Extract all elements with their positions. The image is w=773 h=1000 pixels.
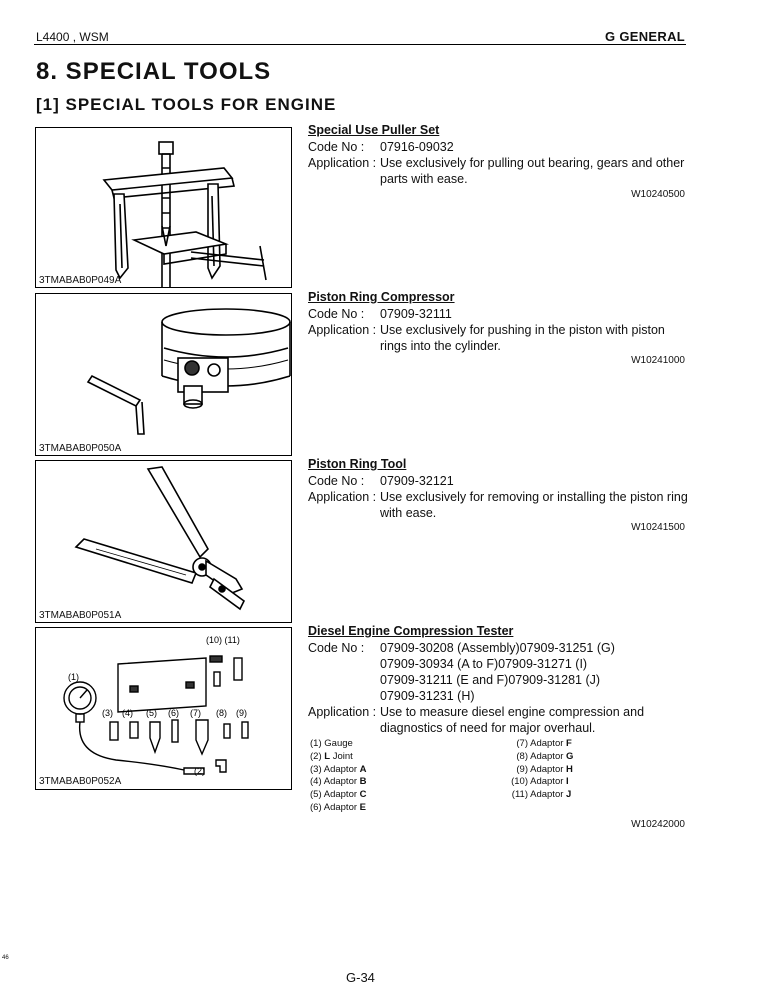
figure-caption: 3TMABAB0P050A	[39, 443, 122, 454]
callout-7: (7)	[190, 708, 201, 718]
callout-6: (6)	[168, 708, 179, 718]
figure-caption: 3TMABAB0P052A	[39, 776, 122, 787]
callout-10-11: (10) (11)	[206, 635, 240, 645]
tool-puller-set	[308, 123, 688, 187]
puller-set-figure	[35, 127, 292, 288]
legend-right	[498, 738, 573, 802]
legend-item: (6) Adaptor E	[310, 801, 367, 813]
callout-1: (1)	[68, 672, 79, 682]
compression-tester-drawing	[36, 628, 291, 789]
legend-item: (7) Adaptor F	[516, 738, 572, 749]
legend-item: (3) Adaptor A	[310, 763, 367, 775]
ring-compressor-drawing	[36, 294, 291, 455]
ring-tool-figure	[35, 460, 292, 623]
legend-item: (5) Adaptor C	[310, 789, 367, 801]
code-line: 07909-30208 (Assembly)07909-31251 (G)	[380, 641, 615, 655]
application-text-cont: with ease.	[380, 506, 437, 520]
tool-name: Special Use Puller Set	[308, 123, 440, 137]
code-number: 07909-32111	[380, 307, 452, 321]
tool-name: Diesel Engine Compression Tester	[308, 624, 514, 638]
chapter-title: 8. SPECIAL TOOLS	[36, 58, 272, 85]
header-rule	[34, 44, 686, 45]
code-label: Code No :	[308, 140, 365, 154]
section-name: G GENERAL	[605, 29, 685, 44]
legend-item: (2) L Joint	[310, 750, 353, 762]
legend-item: (11) Adaptor J	[511, 789, 572, 801]
tool-ring-tool	[308, 457, 688, 521]
code-line: 07909-31211 (E and F)07909-31281 (J)	[380, 673, 601, 687]
application-label: Application :	[308, 323, 377, 337]
ring-compressor-figure	[35, 293, 292, 456]
code-label: Code No :	[308, 474, 365, 488]
application-text-cont: diagnostics of need for major overhaul.	[380, 721, 596, 735]
section-title: [1] SPECIAL TOOLS FOR ENGINE	[36, 95, 337, 114]
callout-3: (3)	[102, 708, 113, 718]
application-text: Use exclusively for removing or installing the piston ring	[380, 490, 688, 504]
application-text: Use exclusively for pulling out bearing, gears and other	[380, 156, 685, 170]
margin-number: 46	[2, 955, 9, 961]
legend-item: (8) Adaptor G	[516, 750, 574, 762]
legend-item: (9) Adaptor H	[516, 763, 573, 775]
ring-tool-drawing	[36, 461, 291, 622]
tool-ring-compressor	[308, 290, 688, 354]
reference-code: W10241500	[631, 522, 685, 533]
callout-8: (8)	[216, 708, 227, 718]
code-number: 07916-09032	[380, 140, 454, 154]
application-text: Use to measure diesel engine compression and	[380, 705, 645, 719]
application-label: Application :	[308, 490, 377, 504]
page-number: G-34	[346, 970, 375, 985]
puller-set-drawing	[36, 128, 291, 287]
reference-code: W10242000	[631, 819, 685, 830]
callout-5: (5)	[146, 708, 157, 718]
legend-item: (1) Gauge	[310, 738, 353, 749]
callout-2: (2)	[194, 766, 205, 776]
code-label: Code No :	[308, 307, 365, 321]
application-text: Use exclusively for pushing in the piston with piston	[380, 323, 665, 337]
code-line: 07909-31231 (H)	[380, 689, 475, 703]
manual-model: L4400 , WSM	[36, 30, 109, 44]
application-label: Application :	[308, 156, 377, 170]
callout-9: (9)	[236, 708, 247, 718]
compression-tester-figure	[35, 627, 292, 790]
legend-item: (4) Adaptor B	[310, 776, 367, 788]
code-number: 07909-32121	[380, 474, 454, 488]
figure-caption: 3TMABAB0P049A	[39, 275, 122, 286]
tool-name: Piston Ring Compressor	[308, 290, 455, 304]
callout-4: (4)	[122, 708, 133, 718]
application-text-cont: rings into the cylinder.	[380, 339, 501, 353]
application-text-cont: parts with ease.	[380, 172, 468, 186]
figure-caption: 3TMABAB0P051A	[39, 610, 122, 621]
legend-left	[310, 738, 367, 815]
legend-item: (10) Adaptor I	[511, 776, 569, 788]
reference-code: W10240500	[631, 189, 685, 200]
application-label: Application :	[308, 705, 377, 719]
code-label: Code No :	[308, 641, 365, 655]
tool-compression-tester	[308, 624, 688, 736]
code-line: 07909-30934 (A to F)07909-31271 (I)	[380, 657, 588, 671]
reference-code: W10241000	[631, 355, 685, 366]
tool-name: Piston Ring Tool	[308, 457, 407, 471]
